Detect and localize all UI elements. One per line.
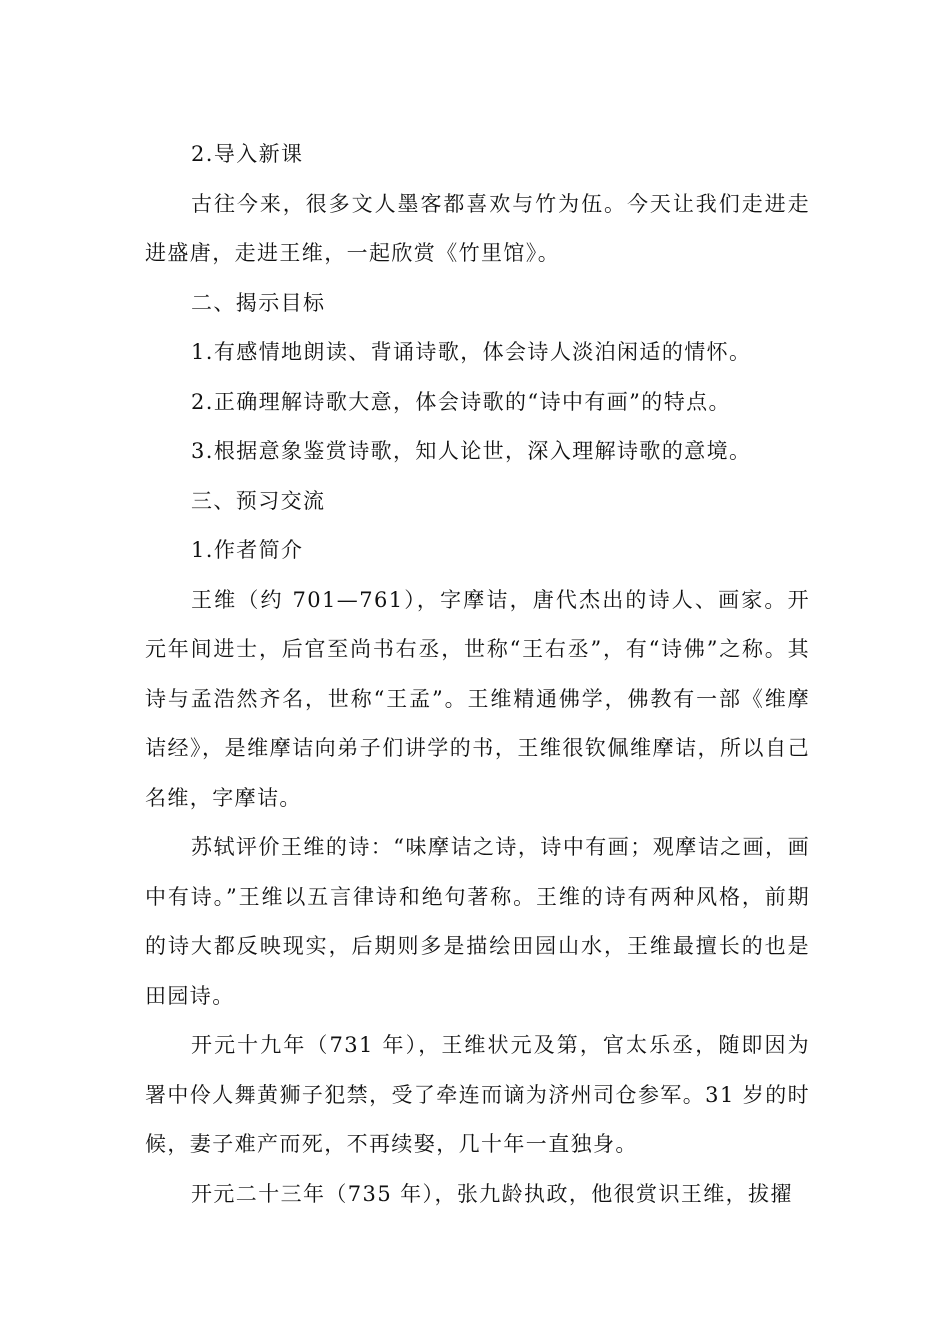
objective-item-3: 3.根据意象鉴赏诗歌，知人论世，深入理解诗歌的意境。	[191, 439, 752, 463]
section-heading-preview: 三、预习交流	[191, 488, 326, 513]
section-heading-objectives: 二、揭示目标	[191, 290, 326, 315]
paragraph-lead-in: 古往今来，很多文人墨客都喜欢与竹为伍。今天让我们走进走进盛唐，走进王维，一起欣赏《竹里馆》。	[145, 191, 810, 265]
section-heading-lead-in: 2.导入新课	[191, 142, 304, 166]
paragraph-kaiyuan-23: 开元二十三年（735 年），张九龄执政，他很赏识王维，拔擢	[191, 1181, 793, 1206]
paragraph-author-bio: 王维（约 701—761），字摩诘，唐代杰出的诗人、画家。开元年间进士，后官至尚书右丞，世称“王右丞”，有“诗佛”之称。其诗与孟浩然齐名，世称“王孟”。王维精通佛学，佛教有一部《维摩诘经》，是维摩诘向弟子们讲学的书，王维很钦佩维摩诘，所以自己名维，字摩诘。	[145, 587, 810, 810]
document-body	[145, 130, 810, 1219]
paragraph-su-shi-comment: 苏轼评价王维的诗：“味摩诘之诗，诗中有画；观摩诘之画，画中有诗。”王维以五言律诗和绝句著称。王维的诗有两种风格，前期的诗大都反映现实，后期则多是描绘田园山水，王维最擅长的也是田园诗。	[145, 835, 810, 1008]
paragraph-kaiyuan-19: 开元十九年（731 年），王维状元及第，官太乐丞，随即因为署中伶人舞黄狮子犯禁，受了牵连而谪为济州司仓参军。31 岁的时候，妻子难产而死，不再续娶，几十年一直独身。	[145, 1033, 810, 1156]
subheading-author-intro: 1.作者简介	[191, 538, 304, 562]
objective-item-2: 2.正确理解诗歌大意，体会诗歌的“诗中有画”的特点。	[191, 389, 731, 414]
objective-item-1: 1.有感情地朗读、背诵诗歌，体会诗人淡泊闲适的情怀。	[191, 340, 752, 364]
